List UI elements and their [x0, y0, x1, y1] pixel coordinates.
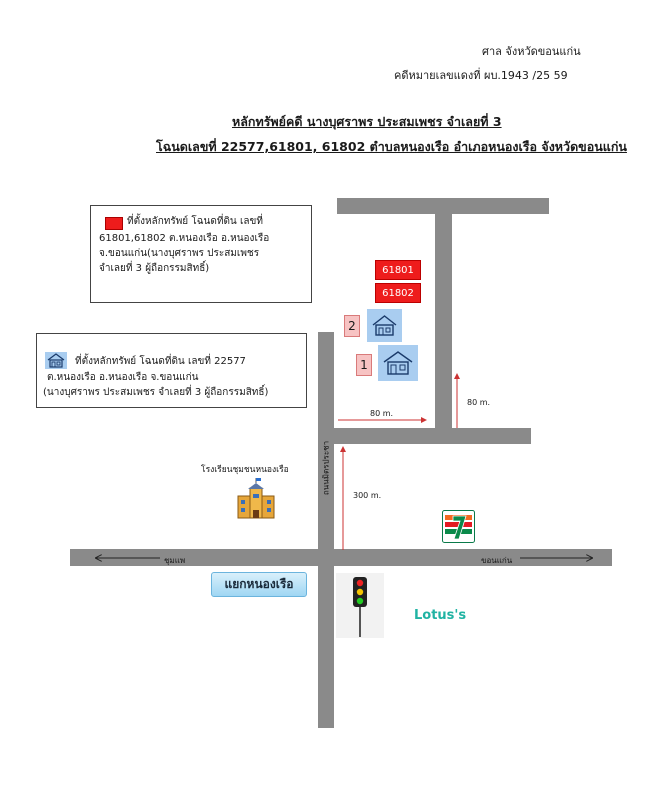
lotus-logo: Lotus's: [414, 608, 467, 623]
case-number: คดีหมายเลขแดงที่ ผบ.1943 /25 59: [394, 69, 568, 82]
legend-red-line1: ที่ตั้งหลักทรัพย์ โฉนดที่ดิน เลขที่: [127, 216, 263, 227]
legend-blue-line3: (นางบุศราพร ประสมเพชร จำเลยที่ 3 ผู้ถือกรรมสิทธิ์): [43, 387, 269, 398]
7-eleven-logo: [442, 510, 475, 543]
distance-80m-horizontal: 80 m.: [370, 409, 394, 418]
distance-300m: 300 m.: [353, 491, 382, 500]
legend-red-line2: 61801,61802 ต.หนองเรือ อ.หนองเรือ: [99, 233, 270, 244]
junction-label: แยกหนองเรือ: [211, 572, 307, 597]
court-name: ศาล จังหวัดขอนแก่น: [482, 45, 581, 58]
badge-1: 1: [356, 354, 372, 376]
distance-80m-vertical: 80 m.: [467, 398, 491, 407]
lot-61801: 61801: [375, 260, 421, 280]
badge-2: 2: [344, 315, 360, 337]
lot-61802: 61802: [375, 283, 421, 303]
page-title: หลักทรัพย์คดี นางบุศราพร ประสมเพชร จำเลยที่ 3: [232, 114, 502, 129]
school-label: โรงเรียนชุมชนหนองเรือ: [201, 465, 289, 475]
legend-red-line4: จำเลยที่ 3 ผู้ถือกรรมสิทธิ์): [99, 263, 210, 274]
page-subtitle: โฉนดเลขที่ 22577,61801, 61802 ตำบลหนองเรือ อำเภอหนองเรือ จังหวัดขอนแก่น: [156, 139, 627, 154]
road-name-vertical: ถนนมิตรประชา: [321, 440, 331, 496]
legend-blue-line1: ที่ตั้งหลักทรัพย์ โฉนดที่ดิน เลขที่ 22577: [75, 356, 246, 367]
school-building-icon: [234, 482, 278, 520]
legend-red-line3: จ.ขอนแก่น(นางบุศราพร ประสมเพชร: [99, 248, 260, 259]
road-label-east: ขอนแก่น: [481, 556, 513, 565]
legend-blue-line2: ต.หนองเรือ อ.หนองเรือ จ.ขอนแก่น: [47, 372, 199, 383]
traffic-light-icon: [336, 573, 384, 638]
road-label-west: ชุมแพ: [164, 556, 186, 565]
